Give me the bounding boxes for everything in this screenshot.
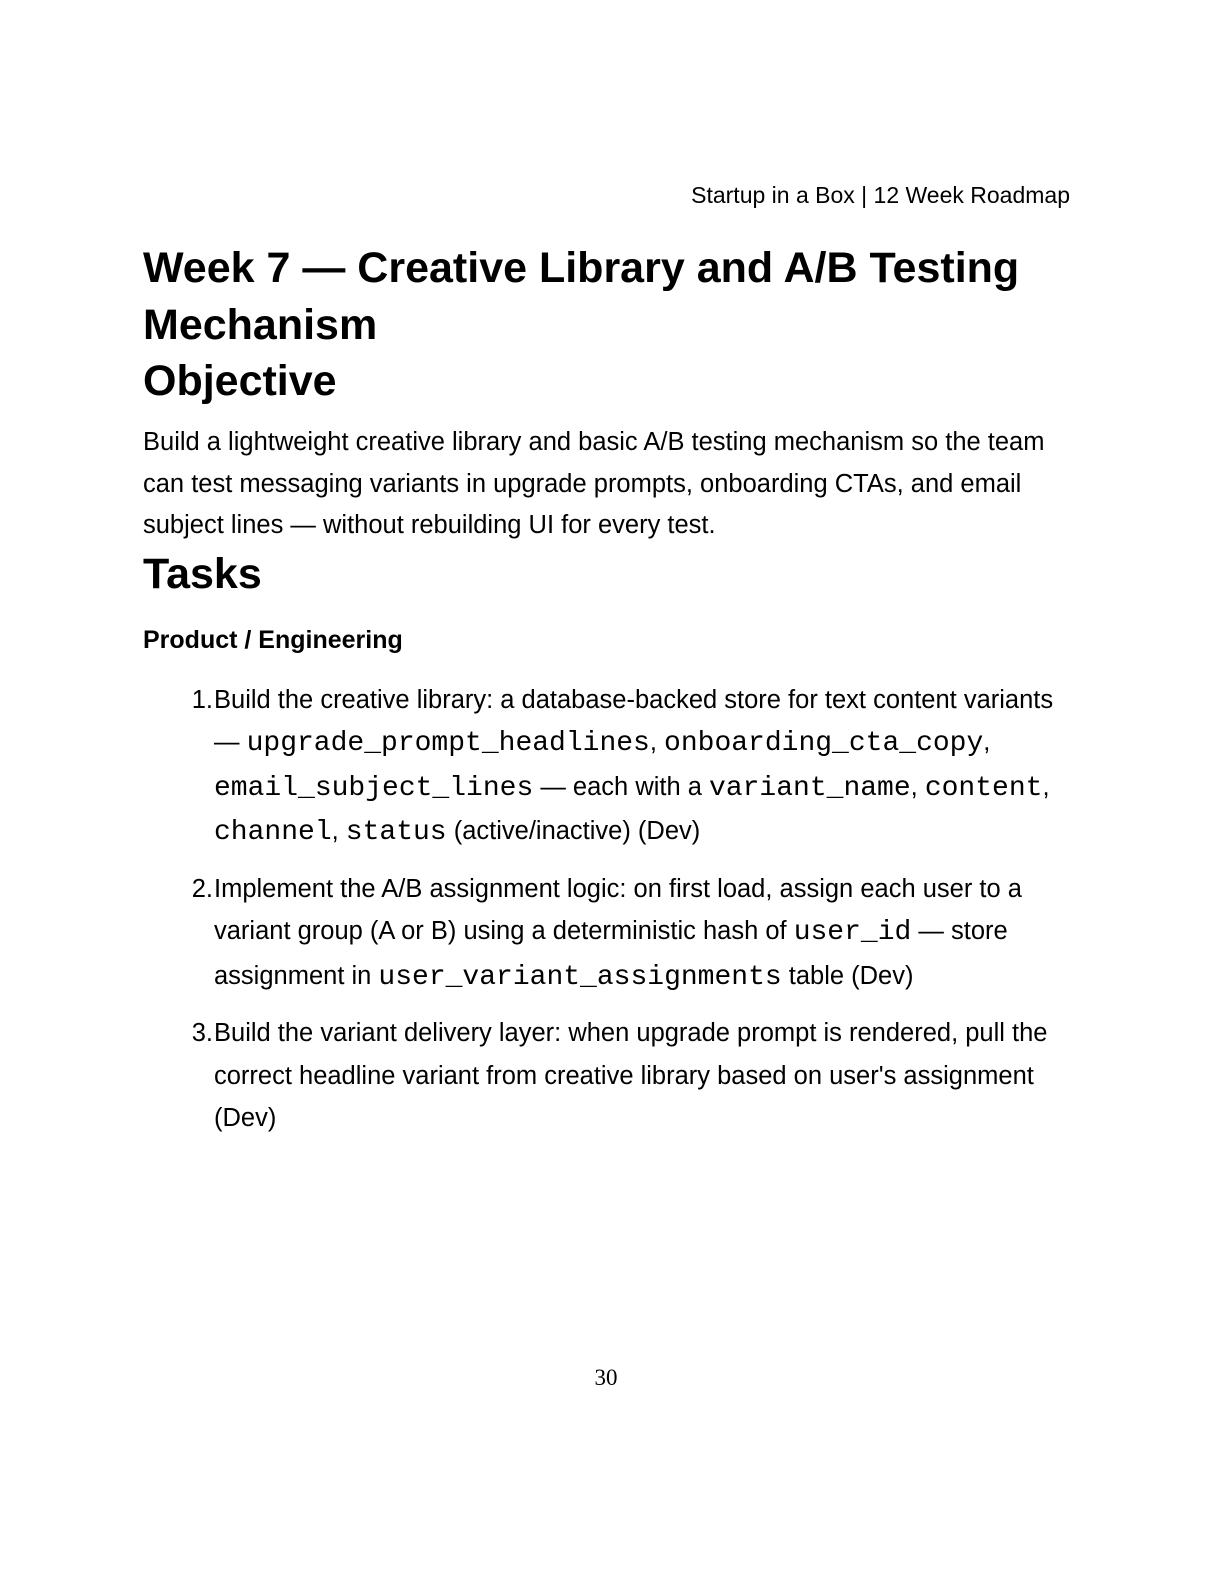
task-number: 2. [191, 874, 213, 903]
code-term: channel [214, 817, 332, 848]
page-content [143, 240, 1073, 1153]
task-item-2 [143, 868, 1073, 1000]
task-number: 1. [191, 685, 213, 714]
task-text [214, 868, 1073, 1000]
task-item-1 [143, 679, 1073, 855]
task-text-segment: Implement the A/B assignment logic: on first load, assign each user to a variant group (A or B) using a deterministic hash of [214, 874, 1022, 945]
task-text [214, 679, 1073, 855]
running-header: Startup in a Box | 12 Week Roadmap [691, 182, 1070, 208]
product-engineering-subheading: Product / Engineering [143, 625, 403, 654]
task-text-segment: (active/inactive) (Dev) [446, 817, 701, 845]
task-text-segment: , [983, 728, 991, 756]
code-term: onboarding_cta_copy [664, 728, 984, 759]
code-term: email_subject_lines [214, 772, 534, 804]
tasks-heading: Tasks [143, 549, 262, 598]
code-term: status [345, 817, 447, 848]
task-text-segment: Build the creative library: a database-backed store for text content variants — [214, 685, 1054, 756]
task-text-segment: , [1042, 772, 1050, 801]
task-number: 3. [191, 1019, 213, 1047]
task-text: Build the variant delivery layer: when upgrade prompt is rendered, pull the correct headline variant from creative library based on user's assignment (Dev) [214, 1019, 1048, 1132]
task-text-segment: — store assignment in [214, 917, 1008, 990]
objective-paragraph: Build a lightweight creative library and basic A/B testing mechanism so the team can test messaging variants in upgrade prompts, onboarding CTAs, and email subject lines — without rebuilding UI for every test. [143, 428, 1045, 539]
code-term: content [924, 772, 1043, 804]
objective-heading: Objective [143, 357, 337, 405]
code-term: user_id [793, 917, 912, 948]
task-text-segment: , [649, 728, 665, 756]
task-text-segment: — each with a [533, 772, 710, 801]
task-text-segment: table (Dev) [781, 961, 914, 990]
task-item-3 [143, 1012, 1073, 1140]
page-number: 30 [594, 1365, 618, 1390]
page-title: Week 7 — Creative Library and A/B Testing Mechanism [143, 244, 1020, 349]
task-list [143, 679, 1073, 1140]
code-term: upgrade_prompt_headlines [246, 728, 650, 759]
code-term: user_variant_assignments [378, 961, 782, 993]
task-text-segment: , [331, 817, 346, 845]
task-text-segment: , [910, 772, 925, 801]
code-term: variant_name [709, 772, 911, 804]
